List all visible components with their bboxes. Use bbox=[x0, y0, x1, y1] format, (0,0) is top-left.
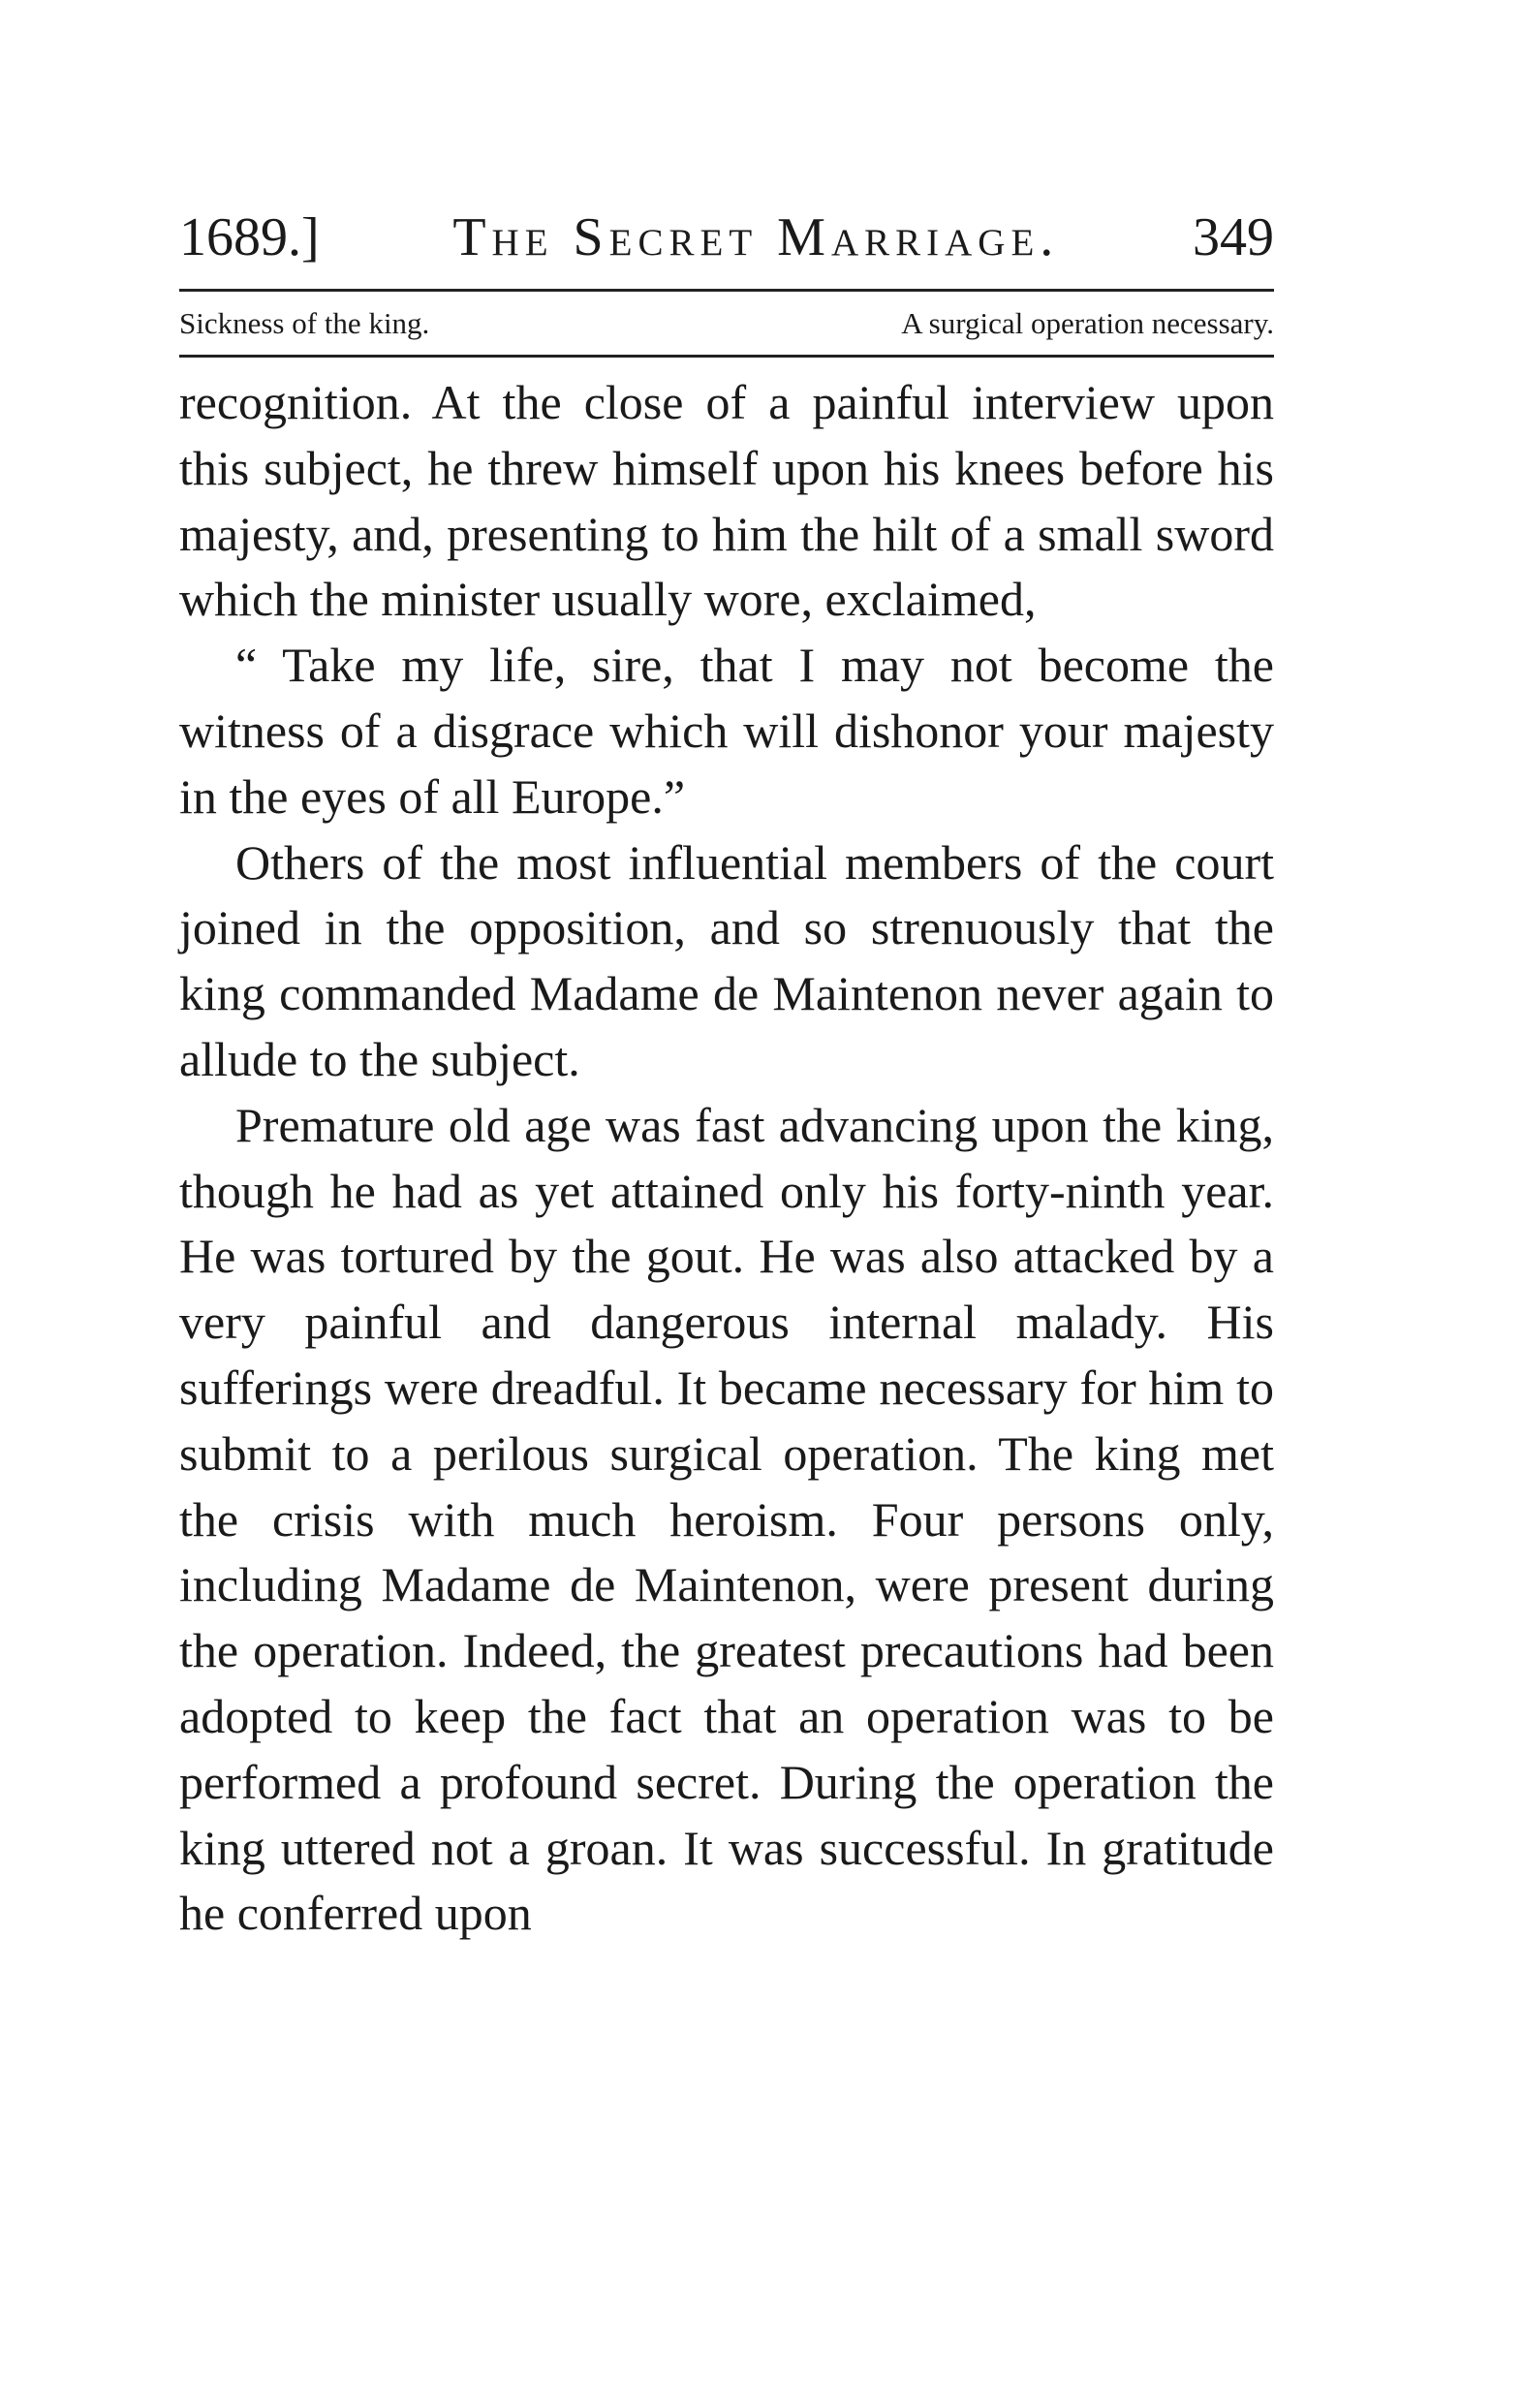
header-title: The Secret Marriage. bbox=[452, 207, 1060, 267]
header-rule-bottom bbox=[179, 355, 1274, 358]
header-rule-top bbox=[179, 289, 1274, 292]
paragraph-continuation: recognition. At the close of a painful interview upon this subject, he threw himself upon his knees before his majesty, and, presenting to him the hilt of a small sword which the minister usually wore, exclaimed, bbox=[179, 375, 1274, 627]
sidenote-row bbox=[179, 298, 1274, 349]
paragraph-sickness: Premature old age was fast advancing upon the king, though he had as yet attained only his forty-ninth year. He was tortured by the gout. He was also attacked by a very painful and dangerous internal malady. His sufferings were dreadful. It became necessary for him to submit to a perilous surgical operation. The king met the crisis with much heroism. Four persons only, including Madame de Maintenon, were present during the operation. Indeed, the greatest precautions had been adopted to keep the fact that an operation was to be performed a profound secret. During the operation the king uttered not a groan. It was successful. In gratitude he conferred upon bbox=[179, 1097, 1274, 1941]
sidenote-left: Sickness of the king. bbox=[179, 306, 430, 340]
paragraph-quote: “ Take my life, sire, that I may not become the witness of a disgrace which will dishonor your majesty in the eyes of all Europe.” bbox=[179, 638, 1274, 824]
page-number: 349 bbox=[1193, 207, 1274, 267]
header-year: 1689.] bbox=[179, 207, 320, 267]
paragraph-opposition: Others of the most influential members of the court joined in the opposition, and so strenuously that the king commanded Madame de Maintenon never again to allude to the subject. bbox=[179, 834, 1274, 1086]
sidenote-right: A surgical operation necessary. bbox=[901, 306, 1274, 340]
body-text bbox=[179, 370, 1274, 1947]
running-head bbox=[179, 199, 1274, 276]
